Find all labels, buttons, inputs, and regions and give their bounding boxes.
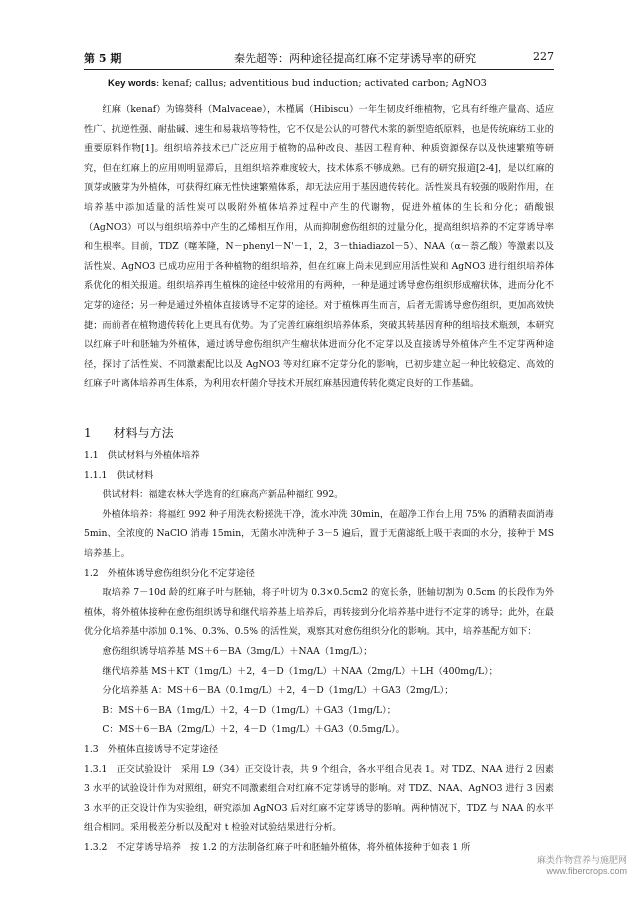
watermark-url: www.fibercrops.com <box>546 866 627 876</box>
intro-text: 红麻（kenaf）为锦葵科（Malvaceae），木槿属（Hibiscu）一年生韧皮纤维植物，它具有纤维产量高、适应性广、抗逆性强、耐盐碱、速生和易栽培等特性，它不仅是公认的可替代木浆的新型造纸原料，也是传统麻纺工业的重要原料作物[1]。组织培养技术已广泛应用于植物的品种改良、基因工程育种、种质资源保存以及快速繁殖等研究，但在红麻上的应用则明显滞后，且组织培养难度较大，技术体系不够成熟。已有的研究报道[2-4]，是以红麻的顶芽或腋芽为外植体，可获得红麻无性快速繁殖体系，却无法应用于基因遗传转化。活性炭具有较强的吸附作用，在培养基中添加适量的活性炭可以吸附外植体培养过程中产生的代谢物，促进外植体的生长和分化；硝酸银（AgNO3）可以与组织培养中产生的乙烯相互作用，从而抑制愈伤组织的过量分化，提高组织培养的不定芽诱导率和生根率。目前，TDZ（噻苯隆，N－phenyl－N'－1，2，3－thiadiazol－5）、NAA（α－萘乙酸）等激素以及活性炭、AgNO3 已成功应用于各种植物的组织培养，但在红麻上尚未见到应用活性炭和 AgNO3 进行组织培养体系优化的相关报道。组织培养再生植株的途径中较常用的有两种，一种是通过诱导愈伤组织形成瘤状体，进而分化不定芽的途径；另一种是通过外植体直接诱导不定芽的途径。对于植株再生而言，后者无需诱导愈伤组织，更加高效快捷；而前者在植物遗传转化上更具有优势。为了完善红麻组织培养体系，突破其转基因育种的组培技术瓶颈，本研究以红麻子叶和胚轴为外植体，通过诱导愈伤组织产生瘤状体进而分化不定芽以及直接诱导外植体产生不定芽两种途径，探讨了活性炭、不同激素配比以及 AgNO3 等对红麻不定芽分化的影响，已初步建立起一种比较稳定、高效的红麻子叶离体培养再生体系，为利用农杆菌介导技术开展红麻基因遗传转化奠定良好的工作基础。 <box>84 104 554 390</box>
section-heading <box>84 424 196 441</box>
header-rule <box>84 69 554 70</box>
medium-formula: B：MS＋6－BA（1mg/L）＋2，4－D（1mg/L）＋GA3（1mg/L）； <box>102 704 396 716</box>
intro-paragraph <box>84 100 554 394</box>
paragraph: 取培养 7－10d 龄的红麻子叶与胚轴，将子叶切为 0.3×0.5cm2 的宽长条，胚轴切割为 0.5cm 的长段作为外植体，将外植体接种在愈伤组织诱导和继代培养基上培养后，再转接到分化培养基中进行不定芽的诱导；此外，在最优分化培养基中添加 0.1%、0.3%、0.5% 的活性炭，观察其对愈伤组织分化的影响。其中，培养基配方如下： <box>84 587 554 638</box>
paragraph: 供试材料：福建农林大学选育的红麻高产新品种福红 992。 <box>102 489 344 501</box>
medium-formula: 分化培养基 A：MS＋6－BA（0.1mg/L）＋2，4－D（1mg/L）＋GA3（2mg/L）； <box>102 685 454 697</box>
subsection-title: 1.3 外植体直接诱导不定芽途径 <box>84 743 219 755</box>
subsection-title: 1.1 供试材料与外植体培养 <box>84 450 200 461</box>
keywords-text: : kenaf; callus; adventitious bud induction; activated carbon; AgNO3 <box>156 78 487 89</box>
section-number: 1 <box>84 426 92 440</box>
running-title: 秦先超等：两种途径提高红麻不定芽诱导率的研究 <box>234 52 476 65</box>
paragraph: 1.3.1 正交试验设计 采用 L9（34）正交设计表，共 9 个组合，各水平组合见表 1。对 TDZ、NAA 进行 2 因素 3 水平的试验设计作为对照组，研究不同激素组合对红麻不定芽诱导的影响。对 TDZ、NAA、AgNO3 进行 3 因素 3 水平的正交设计作为实验组，研究添加 AgNO3 后对红麻不定芽诱导的影响。两种情况下，TDZ 与 NAA 的水平组合相同。采用极差分析以及配对 t 检验对试验结果进行分析。 <box>84 763 554 834</box>
paragraph: 外植体培养：将福红 992 种子用洗衣粉搓洗干净，流水冲洗 30min，在超净工作台上用 75% 的酒精表面消毒 5min、全浓度的 NaClO 消毒 15min，无菌水冲洗种子 3－5 遍后，置于无菌滤纸上吸干表面的水分，接种于 MS 培养基上。 <box>84 508 554 559</box>
medium-formula: C：MS＋6－BA（2mg/L）＋2，4－D（1mg/L）＋GA3（0.5mg/L）。 <box>102 724 405 736</box>
paragraph: 1.3.2 不定芽诱导培养 按 1.2 的方法制备红麻子叶和胚轴外植体，将外植体接种于如表 1 所 <box>84 841 471 853</box>
medium-formula: 愈伤组织诱导培养基 MS＋6－BA（3mg/L）＋NAA（1mg/L）； <box>102 645 373 657</box>
keywords <box>108 78 487 89</box>
subsection-subtitle: 1.1.1 供试材料 <box>84 469 154 481</box>
page-number: 227 <box>533 50 554 63</box>
medium-formula: 继代培养基 MS＋KT（1mg/L）＋2，4－D（1mg/L）＋NAA（2mg/L）＋LH（400mg/L）； <box>102 665 498 677</box>
watermark-name: 麻类作物营养与施肥网 <box>536 855 627 865</box>
methods-body <box>84 446 554 857</box>
running-header <box>84 50 554 68</box>
watermark <box>537 855 627 877</box>
subsection-title: 1.2 外植体诱导愈伤组织分化不定芽途径 <box>84 567 255 579</box>
section-title: 材料与方法 <box>113 426 174 440</box>
keywords-label: Key words <box>108 78 157 89</box>
issue-number: 第 5 期 <box>84 52 122 65</box>
